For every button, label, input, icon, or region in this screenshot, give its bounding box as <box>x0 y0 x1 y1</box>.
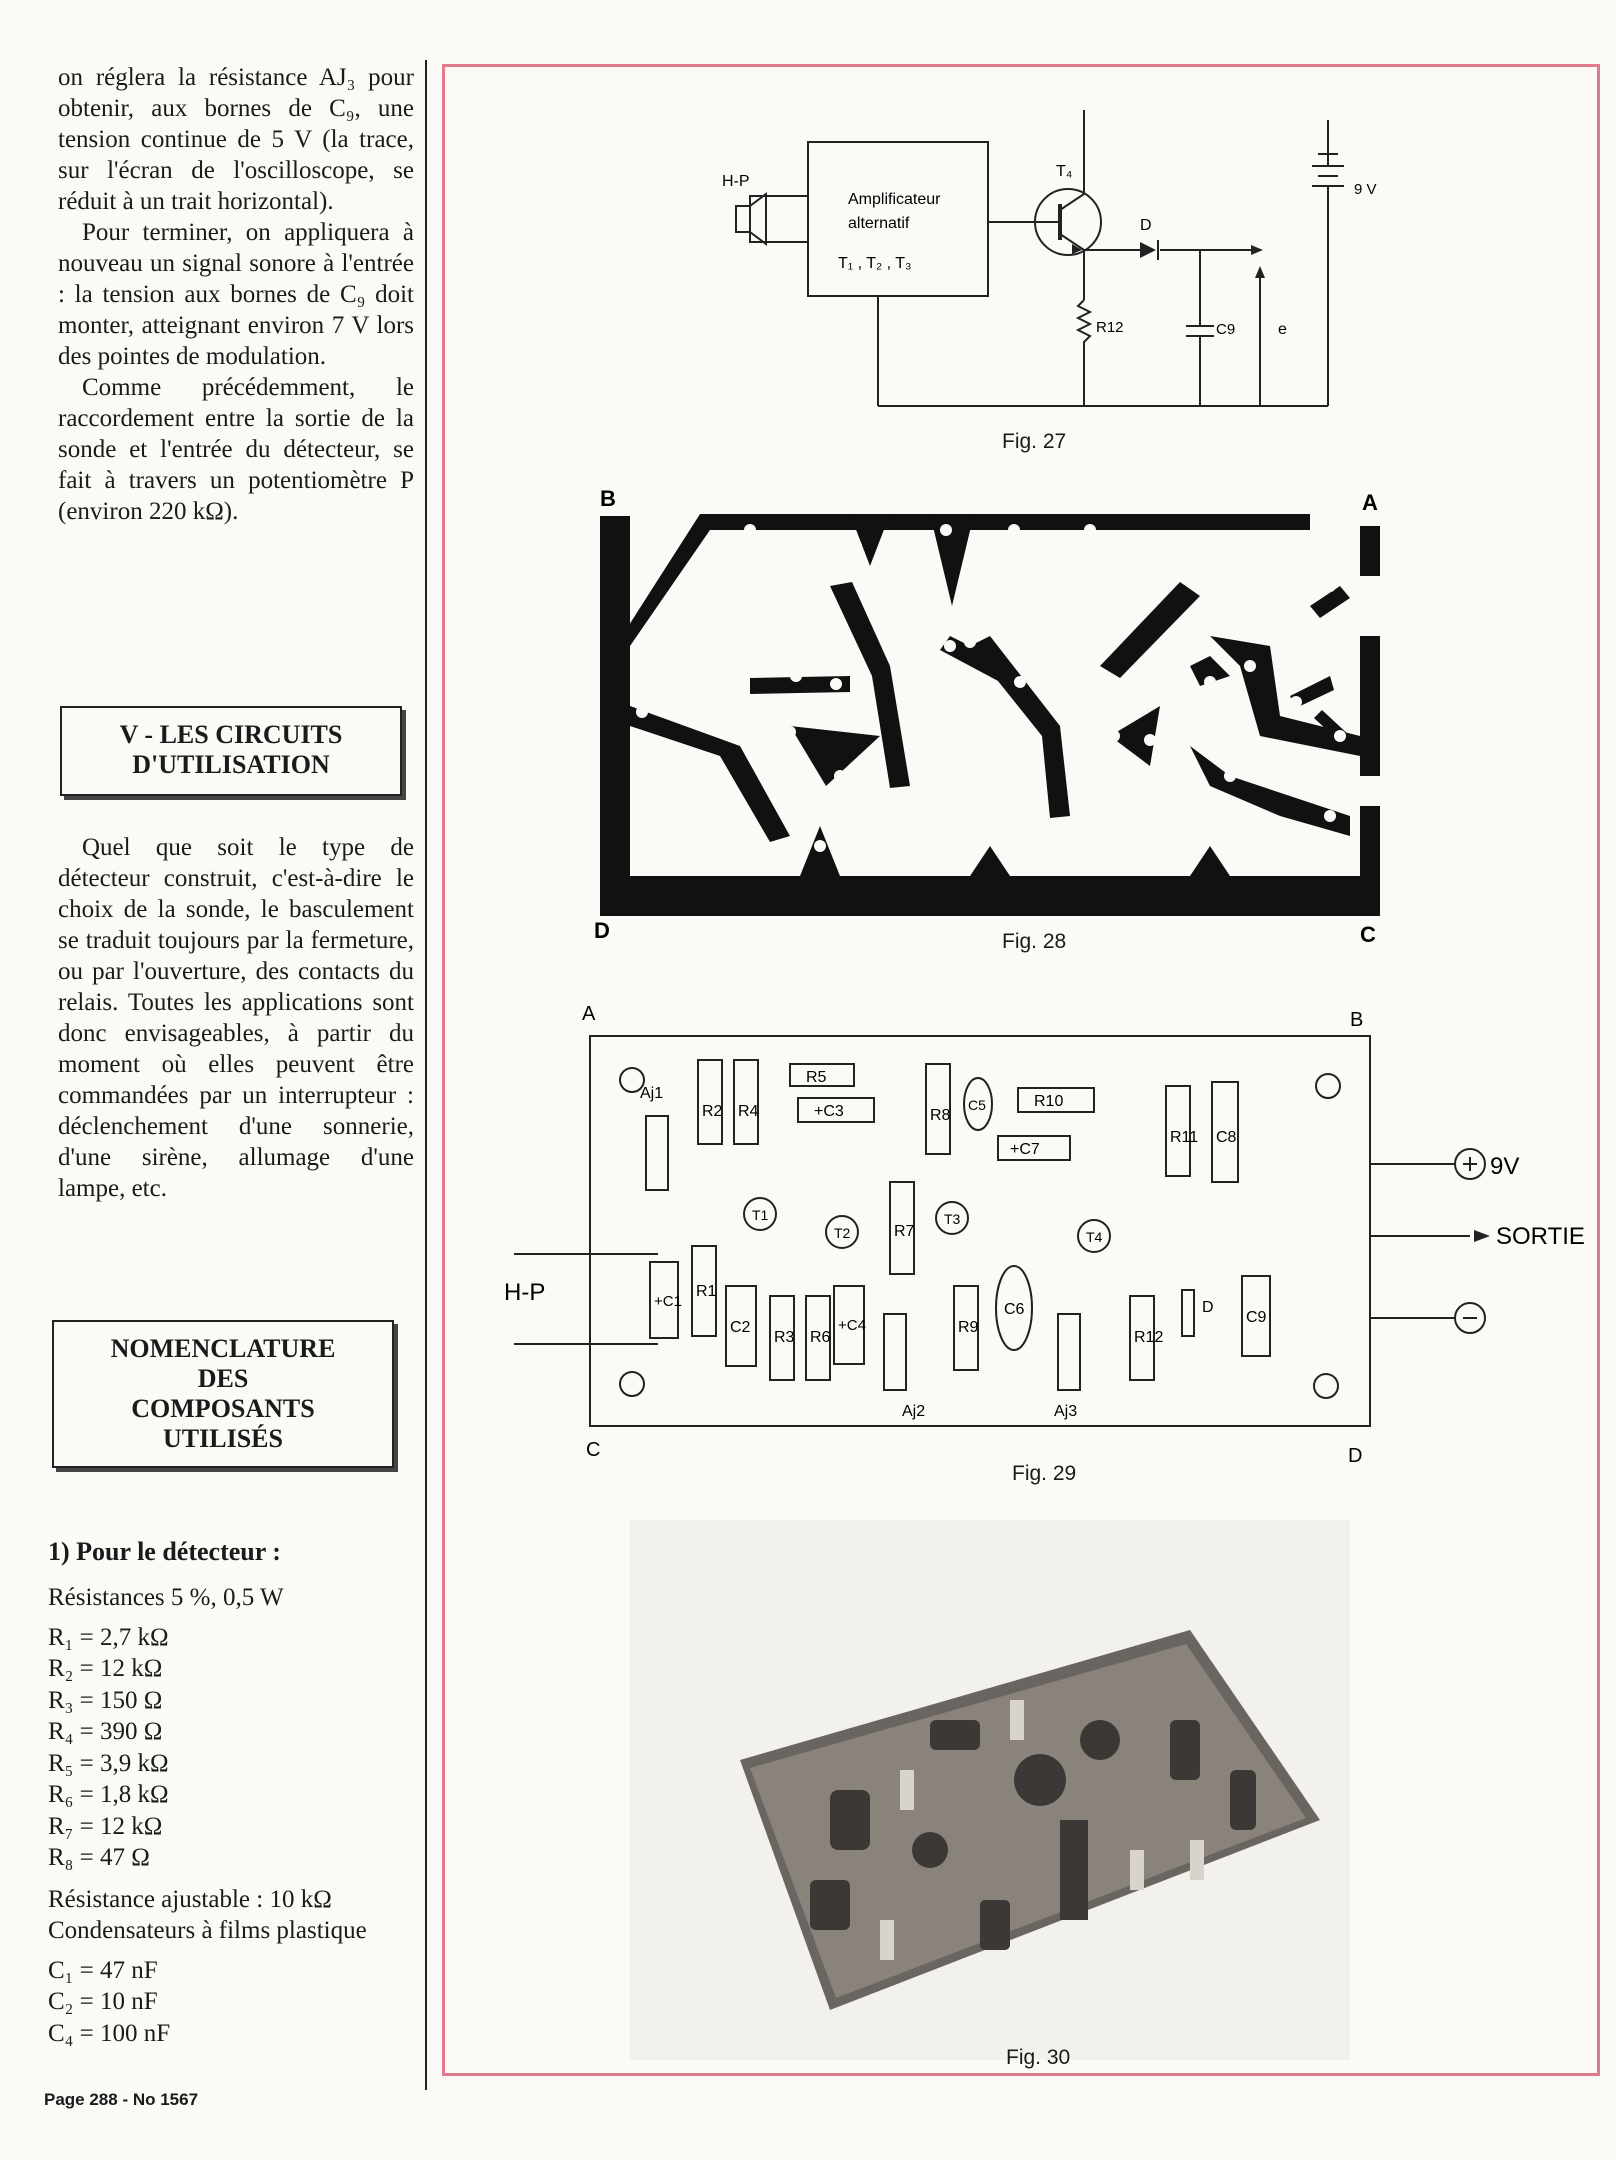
capacitor-list <box>48 1955 418 2050</box>
fig28-corner-b: B <box>600 486 616 511</box>
fig27-hp-label: H-P <box>722 173 750 190</box>
resistor-r6: R₆ = 1,8 kΩ <box>48 1781 169 1808</box>
fig29-9v-label: 9V <box>1490 1153 1520 1180</box>
capacitor-c1: C₁ = 47 nF <box>48 1956 158 1984</box>
comp-c5: C5 <box>968 1097 986 1113</box>
fig28-corner-a: A <box>1362 490 1378 515</box>
paragraph-3: Comme précédemment, le raccordement entre la sortie de la sonde et l'entrée du détecteur, se fait à travers un potentiomètre P (environ 220 kΩ). <box>58 374 414 525</box>
paragraph-2: Pour terminer, on appliquera à nouveau un signal sonore à l'entrée : la tension aux bornes de C₉ doit monter, atteignant environ 7 V lors des pointes de modulation. <box>58 219 414 370</box>
comp-r12: R12 <box>1134 1329 1164 1346</box>
comp-r5: R5 <box>806 1069 827 1086</box>
nomenclature-line-2: DES <box>197 1364 249 1393</box>
resistor-r4: R₄ = 390 Ω <box>48 1718 163 1745</box>
comp-c2: C2 <box>730 1319 751 1336</box>
column-divider <box>425 60 427 2090</box>
fig29-hp-label: H-P <box>504 1279 546 1306</box>
comp-t1: T1 <box>752 1207 769 1223</box>
left-text-column <box>58 62 414 527</box>
comp-t2: T2 <box>834 1225 851 1241</box>
resistors-heading: Résistances 5 %, 0,5 W <box>48 1584 284 1611</box>
detector-subheading: 1) Pour le détecteur : <box>48 1537 281 1566</box>
comp-t3: T3 <box>944 1211 961 1227</box>
section-heading-line-1: V - LES CIRCUITS <box>119 720 343 749</box>
comp-r11: R11 <box>1170 1129 1199 1146</box>
fig27-schematic <box>700 110 1380 440</box>
comp-r4: R4 <box>738 1103 759 1120</box>
comp-aj3: Aj3 <box>1054 1403 1078 1420</box>
comp-aj1: Aj1 <box>640 1085 664 1102</box>
nomenclature-line-4: UTILISÉS <box>163 1424 283 1453</box>
capacitor-c2: C₂ = 10 nF <box>48 1988 158 2015</box>
comp-c1: +C1 <box>654 1293 682 1310</box>
fig29-sortie-label: SORTIE <box>1496 1223 1585 1250</box>
resistor-r2: R₂ = 12 kΩ <box>48 1655 163 1682</box>
comp-r6: R6 <box>810 1329 831 1346</box>
fig27-d-label: D <box>1140 217 1152 234</box>
comp-c9: C9 <box>1246 1309 1267 1326</box>
resistor-r7: R₇ = 12 kΩ <box>48 1812 163 1840</box>
page-footer: Page 288 - No 1567 <box>44 2090 199 2109</box>
resistor-r5: R₅ = 3,9 kΩ <box>48 1749 169 1777</box>
comp-r8: R8 <box>930 1107 951 1124</box>
section-heading-line-2: D'UTILISATION <box>132 750 330 779</box>
fig27-9v-label: 9 V <box>1354 181 1377 198</box>
fig29-corner-c: C <box>586 1439 601 1461</box>
fig27-amp-label-3: T₁ , T₂ , T₃ <box>838 255 912 272</box>
capacitor-c4: C₄ = 100 nF <box>48 2019 171 2047</box>
fig29-layout <box>490 996 1590 1476</box>
fig29-corner-d: D <box>1348 1445 1363 1467</box>
comp-r9: R9 <box>958 1319 979 1336</box>
comp-r10: R10 <box>1034 1093 1064 1110</box>
fig30-board-photo <box>630 1520 1350 2060</box>
fig29-board-outline <box>590 1036 1370 1426</box>
nomenclature-line-1: NOMENCLATURE <box>110 1334 336 1363</box>
fig30-photo-area <box>630 1520 1350 2060</box>
fig29-caption: Fig. 29 <box>1012 1462 1077 1485</box>
fig27-e-label: e <box>1278 321 1287 338</box>
components-list <box>48 1534 418 2049</box>
fig27-amp-label-1: Amplificateur <box>848 191 941 208</box>
nomenclature-line-3: COMPOSANTS <box>131 1394 315 1423</box>
fig29-corner-b: B <box>1350 1009 1364 1031</box>
fig27-t4-label: T₄ <box>1056 163 1073 180</box>
nomenclature-heading-box <box>52 1320 394 1468</box>
adjustable-resistor: Résistance ajustable : 10 kΩ <box>48 1885 332 1913</box>
resistor-list <box>48 1622 418 1874</box>
fig28-caption: Fig. 28 <box>1002 930 1067 953</box>
comp-aj2: Aj2 <box>902 1403 926 1420</box>
resistor-r1: R₁ = 2,7 kΩ <box>48 1623 169 1651</box>
comp-r1: R1 <box>696 1283 717 1300</box>
fig27-r12-label: R12 <box>1096 319 1124 336</box>
fig27-caption: Fig. 27 <box>1002 430 1067 453</box>
comp-c6: C6 <box>1004 1301 1025 1318</box>
fig27-c9-label: C9 <box>1216 321 1236 338</box>
comp-d: D <box>1202 1299 1214 1316</box>
comp-c4: +C4 <box>838 1317 866 1334</box>
fig27-amp-label-2: alternatif <box>848 215 910 232</box>
fig28-pcb <box>590 486 1390 946</box>
fig28-corner-c: C <box>1360 922 1376 946</box>
paragraph-4: Quel que soit le type de détecteur construit, c'est-à-dire le choix de la sonde, le basculement se traduit toujours par la fermeture, ou par l'ouverture, des contacts du relais. Toutes les applications sont donc envisageables, à partir du moment où elles peuvent être commandées par un interrupteur : déclenchement d'une sonnerie, d'une sirène, allumage d'une lampe, etc. <box>58 834 414 1202</box>
comp-c8: C8 <box>1216 1129 1237 1146</box>
section-v-text <box>58 832 414 1204</box>
comp-r2: R2 <box>702 1103 723 1120</box>
fig30-caption: Fig. 30 <box>1006 2046 1071 2069</box>
section-heading-box <box>60 706 402 796</box>
comp-c3: +C3 <box>814 1103 844 1120</box>
comp-r7: R7 <box>894 1223 915 1240</box>
comp-c7: +C7 <box>1010 1141 1040 1158</box>
fig28-corner-d: D <box>594 918 610 943</box>
fig29-corner-a: A <box>582 1003 596 1025</box>
resistor-r3: R₃ = 150 Ω <box>48 1686 163 1714</box>
comp-r3: R3 <box>774 1329 795 1346</box>
paragraph-1: on réglera la résistance AJ₃ pour obtenir, aux bornes de C₉, une tension continue de 5 V (la trace, sur l'écran de l'oscilloscope, se réduit à un trait horizontal). <box>58 64 414 215</box>
comp-t4: T4 <box>1086 1229 1103 1245</box>
resistor-r8: R₈ = 47 Ω <box>48 1844 150 1871</box>
capacitors-heading: Condensateurs à films plastique <box>48 1917 367 1944</box>
